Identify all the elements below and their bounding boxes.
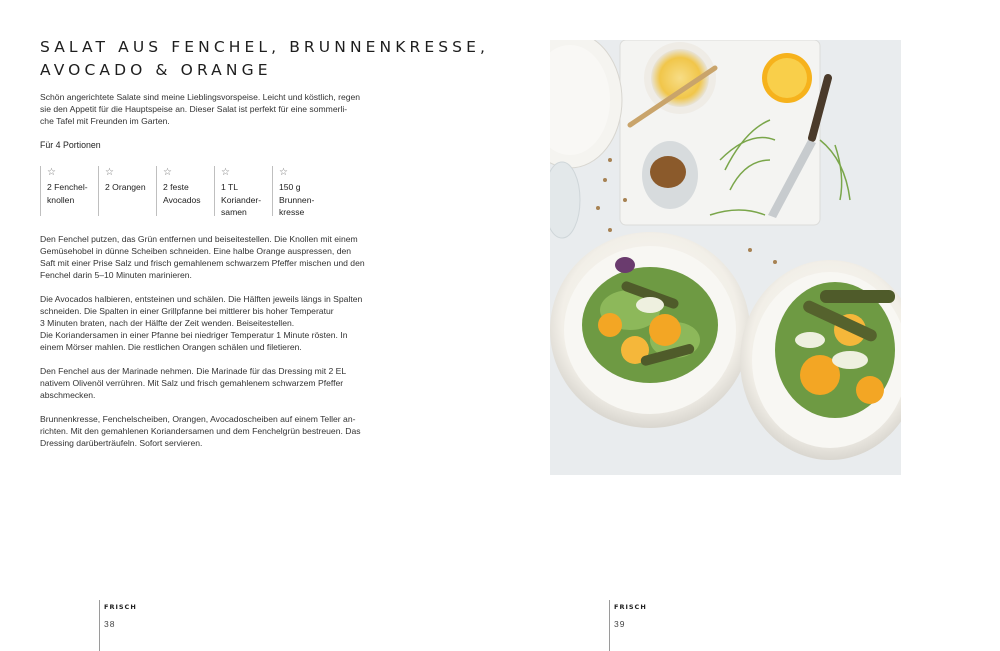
step-line: Fenchel darin 5–10 Minuten marinieren.: [40, 270, 192, 280]
page-number: 39: [614, 619, 626, 629]
step-line: Brunnenkresse, Fenchelscheiben, Orangen, Avocadoscheiben auf einem Teller an-: [40, 414, 356, 424]
step-line: einem Mörser mahlen. Die restlichen Orangen schälen und filetieren.: [40, 342, 302, 352]
recipe-title: [40, 36, 489, 82]
step-line: 3 Minuten braten, nach der Hälfte der Zeit wenden. Beiseitestellen.: [40, 318, 295, 328]
step-line: schneiden. Die Spalten in einer Grillpfanne bei mittlerer bis hoher Temperatur: [40, 306, 334, 316]
ingredient-item: [40, 166, 98, 216]
star-icon: ☆: [279, 167, 288, 178]
ingredient-text: 1 TL: [221, 182, 239, 192]
servings-label: Für 4 Portionen: [40, 140, 101, 150]
ingredient-text: Brunnen-: [279, 194, 315, 205]
step-paragraph: [40, 233, 365, 281]
ingredient-item: [156, 166, 214, 216]
page-footer-right: [609, 600, 647, 651]
ingredient-text: knollen: [47, 194, 75, 205]
step-paragraph: [40, 365, 360, 401]
step-line: Den Fenchel putzen, das Grün entfernen und beiseitestellen. Die Knollen mit einem: [40, 234, 358, 244]
ingredient-item: [214, 166, 272, 216]
ingredient-text: kresse: [279, 207, 305, 217]
intro-line: Schön angerichtete Salate sind meine Lieblingsvorspeise. Leicht und köstlich, regen: [40, 92, 361, 102]
star-icon: ☆: [163, 167, 172, 178]
step-line: Die Koriandersamen in einer Pfanne bei niedriger Temperatur 1 Minute rösten. In: [40, 330, 348, 340]
recipe-intro: [40, 91, 361, 127]
ingredient-list: [40, 166, 332, 216]
step-line: Den Fenchel aus der Marinade nehmen. Die Marinade für das Dressing mit 2 EL: [40, 366, 347, 376]
ingredient-text: 150 g: [279, 182, 301, 192]
page-number: 38: [104, 619, 116, 629]
page-footer-left: [99, 600, 137, 651]
ingredient-item: [272, 166, 332, 216]
step-line: richten. Mit den gemahlenen Koriandersamen und dem Fenchelgrün bestreuen. Das: [40, 426, 361, 436]
ingredient-item: [98, 166, 156, 216]
step-line: nativem Olivenöl verrühren. Mit Salz und frisch gemahlenem schwarzem Pfeffer: [40, 378, 344, 388]
step-paragraph: [40, 293, 363, 353]
step-line: Dressing darüberträufeln. Sofort servieren.: [40, 438, 203, 448]
step-line: Die Avocados halbieren, entsteinen und schälen. Die Hälften jeweils längs in Spalten: [40, 294, 363, 304]
salad-right: [775, 282, 895, 418]
recipe-title-line: AVOCADO & ORANGE: [40, 61, 272, 79]
ingredient-text: Koriander-: [221, 194, 262, 205]
ingredient-text: 2 Fenchel-: [47, 182, 88, 192]
star-icon: ☆: [105, 167, 114, 178]
intro-line: sie den Appetit für die Hauptspeise an. Dieser Salat ist perfekt für eine sommerli-: [40, 104, 348, 114]
star-icon: ☆: [221, 167, 230, 178]
recipe-steps: [40, 233, 365, 461]
step-line: Gemüsehobel in dünne Scheiben schneiden. Eine halbe Orange auspressen, den: [40, 246, 352, 256]
ingredient-text: 2 feste: [163, 182, 189, 192]
step-paragraph: [40, 413, 360, 449]
ingredient-text: samen: [221, 207, 247, 217]
ingredient-text: Avocados: [163, 194, 201, 205]
ingredient-text: 2 Orangen: [105, 182, 146, 192]
step-line: abschmecken.: [40, 390, 96, 400]
step-line: Saft mit einer Prise Salz und frisch gemahlenem schwarzem Pfeffer mischen und den: [40, 258, 365, 268]
salad-photo: [550, 40, 901, 475]
section-label: FRISCH: [104, 603, 137, 611]
star-icon: ☆: [47, 167, 56, 178]
section-label: FRISCH: [614, 603, 647, 611]
intro-line: che Tafel mit Freunden im Garten.: [40, 116, 170, 126]
recipe-title-line: SALAT AUS FENCHEL, BRUNNENKRESSE,: [40, 38, 490, 56]
